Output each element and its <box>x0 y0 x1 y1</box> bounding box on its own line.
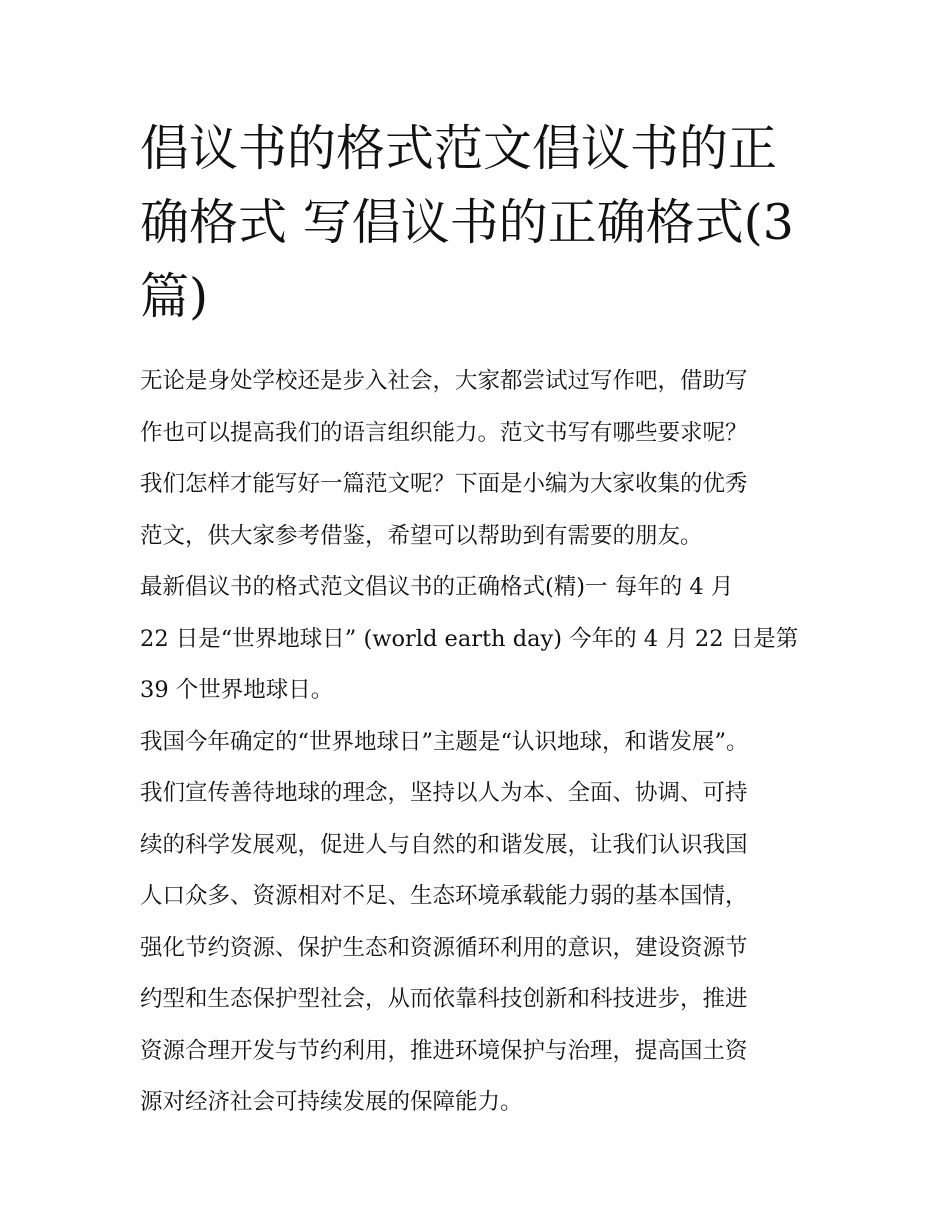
paragraph-line: 资源合理开发与节约利用，推进环境保护与治理，提高国土资 <box>140 1037 748 1064</box>
paragraph-line: 强化节约资源、保护生态和资源循环利用的意识，建设资源节 <box>140 934 748 961</box>
paragraph-line: 续的科学发展观，促进人与自然的和谐发展，让我们认识我国 <box>140 831 748 858</box>
paragraph-line: 我们怎样才能写好一篇范文呢？下面是小编为大家收集的优秀 <box>140 471 748 497</box>
paragraph-line: 约型和生态保护型社会，从而依靠科技创新和科技进步，推进 <box>140 986 748 1012</box>
title-line-2: 确格式 写倡议书的正确格式(3 <box>140 194 794 251</box>
paragraph-earth-day <box>140 562 820 717</box>
paragraph-line: 源对经济社会可持续发展的保障能力。 <box>140 1089 523 1115</box>
document-title <box>140 112 820 334</box>
document-body <box>140 356 820 1129</box>
paragraph-line: 作也可以提高我们的语言组织能力。范文书写有哪些要求呢？ <box>140 419 748 446</box>
paragraph-line: 人口众多、资源相对不足、生态环境承载能力弱的基本国情， <box>140 883 748 909</box>
title-line-3: 篇) <box>140 268 209 325</box>
paragraph-line: 39 个世界地球日。 <box>140 677 334 703</box>
title-line-1: 倡议书的格式范文倡议书的正 <box>140 120 778 177</box>
paragraph-intro <box>140 356 820 562</box>
paragraph-line: 22 日是“世界地球日” (world earth day) 今年的 4 月 22 日是第 <box>140 625 799 652</box>
paragraph-theme <box>140 717 820 1129</box>
paragraph-line: 范文，供大家参考借鉴，希望可以帮助到有需要的朋友。 <box>140 522 703 549</box>
paragraph-line: 无论是身处学校还是步入社会，大家都尝试过写作吧，借助写 <box>140 368 748 394</box>
paragraph-line: 最新倡议书的格式范文倡议书的正确格式(精)一 每年的 4 月 <box>140 574 734 600</box>
paragraph-line: 我国今年确定的“世界地球日”主题是“认识地球，和谐发展”。 <box>140 728 749 755</box>
paragraph-line: 我们宣传善待地球的理念，坚持以人为本、全面、协调、可持 <box>140 780 748 806</box>
